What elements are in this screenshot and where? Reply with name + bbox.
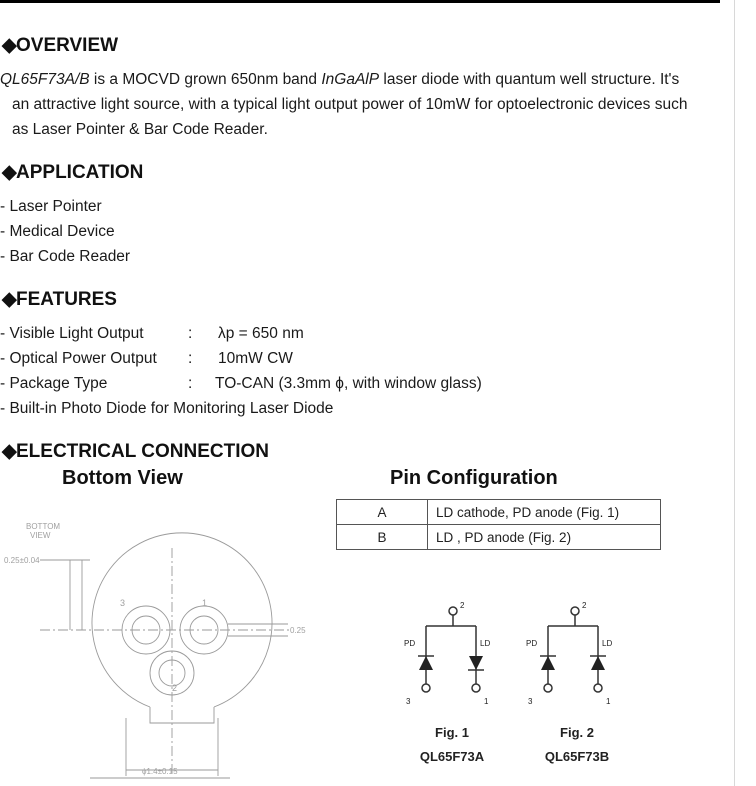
schematic-fig2 bbox=[520, 596, 630, 716]
ld-diode-icon bbox=[469, 656, 483, 670]
feature-sep: : bbox=[188, 350, 193, 367]
fig2-caption: Fig. 2 bbox=[560, 725, 594, 740]
node-3-label: 3 bbox=[528, 697, 533, 706]
ld-diode-icon bbox=[591, 656, 605, 670]
node-1 bbox=[594, 684, 602, 692]
application-item: - Laser Pointer bbox=[0, 198, 102, 215]
feature-value: 10mW CW bbox=[218, 350, 293, 367]
pin-2-number: 2 bbox=[172, 683, 178, 693]
dim-right-label: 0.25 bbox=[290, 626, 306, 635]
model-name: QL65F73A/B bbox=[0, 71, 90, 88]
node-2-label: 2 bbox=[582, 601, 587, 610]
fig1-caption: Fig. 1 bbox=[435, 725, 469, 740]
diamond-bullet-icon: ◆ bbox=[2, 289, 17, 310]
feature-label: - Visible Light Output bbox=[0, 325, 144, 342]
node-2 bbox=[449, 607, 457, 615]
electrical-heading: ◆ELECTRICAL CONNECTION bbox=[2, 441, 269, 462]
ld-label: LD bbox=[480, 639, 491, 648]
overview-heading: ◆OVERVIEW bbox=[2, 35, 119, 56]
application-item: - Medical Device bbox=[0, 223, 115, 240]
drawing-label-view: VIEW bbox=[30, 531, 51, 540]
feature-value: λp = 650 nm bbox=[218, 325, 304, 342]
feature-label: - Package Type bbox=[0, 375, 108, 392]
diamond-bullet-icon: ◆ bbox=[2, 35, 17, 56]
pd-diode-icon bbox=[419, 656, 433, 670]
feature-sep: : bbox=[188, 325, 193, 342]
package-notch bbox=[150, 707, 214, 723]
table-cell-desc: LD , PD anode (Fig. 2) bbox=[428, 525, 661, 550]
fig1-part: QL65F73A bbox=[419, 749, 485, 764]
application-item: - Bar Code Reader bbox=[0, 248, 131, 265]
table-row bbox=[337, 525, 661, 550]
bottom-view-drawing bbox=[0, 508, 330, 786]
pin-3-number: 3 bbox=[120, 598, 126, 608]
schematic-fig1 bbox=[398, 596, 508, 716]
pd-diode-icon bbox=[541, 656, 555, 670]
features-heading: ◆FEATURES bbox=[2, 289, 117, 310]
table-cell-type: A bbox=[337, 500, 428, 525]
pin-config-table bbox=[336, 499, 661, 550]
feature-label: - Optical Power Output bbox=[0, 350, 157, 367]
node-2 bbox=[571, 607, 579, 615]
node-3 bbox=[422, 684, 430, 692]
table-row bbox=[337, 500, 661, 525]
dim-bottom-label: ϕ1.4±0.15 bbox=[142, 767, 178, 776]
page-edge bbox=[734, 0, 735, 786]
material-name: InGaAlP bbox=[321, 71, 380, 88]
diamond-bullet-icon: ◆ bbox=[2, 441, 17, 462]
table-cell-type: B bbox=[337, 525, 428, 550]
bottom-view-title: Bottom View bbox=[62, 467, 183, 489]
node-1-label: 1 bbox=[484, 697, 489, 706]
ld-label: LD bbox=[602, 639, 613, 648]
diamond-bullet-icon: ◆ bbox=[2, 162, 17, 183]
feature-sep: : bbox=[188, 375, 193, 392]
pin-config-title: Pin Configuration bbox=[390, 467, 558, 489]
node-1 bbox=[472, 684, 480, 692]
node-3 bbox=[544, 684, 552, 692]
table-cell-desc: LD cathode, PD anode (Fig. 1) bbox=[428, 500, 661, 525]
drawing-label-bottom: BOTTOM bbox=[26, 522, 61, 531]
node-3-label: 3 bbox=[406, 697, 411, 706]
node-1-label: 1 bbox=[606, 697, 611, 706]
fig2-part: QL65F73B bbox=[544, 749, 610, 764]
pd-label: PD bbox=[404, 639, 416, 648]
overview-line-3: as Laser Pointer & Bar Code Reader. bbox=[12, 121, 268, 138]
node-2-label: 2 bbox=[460, 601, 465, 610]
feature-value: TO-CAN (3.3mm ϕ, with window glass) bbox=[215, 375, 482, 392]
application-heading: ◆APPLICATION bbox=[2, 162, 144, 183]
feature-extra: - Built-in Photo Diode for Monitoring Laser Diode bbox=[0, 400, 334, 417]
overview-line-1: QL65F73A/B is a MOCVD grown 650nm band InGaAlP laser diode with quantum well structure. It's bbox=[0, 71, 680, 88]
pd-label: PD bbox=[526, 639, 538, 648]
pin-1-number: 1 bbox=[202, 598, 208, 608]
header-rule bbox=[0, 0, 720, 3]
overview-line-2: an attractive light source, with a typical light output power of 10mW for optoelectronic devices such bbox=[12, 96, 688, 113]
dim-top-label: 0.25±0.04 bbox=[4, 556, 40, 565]
